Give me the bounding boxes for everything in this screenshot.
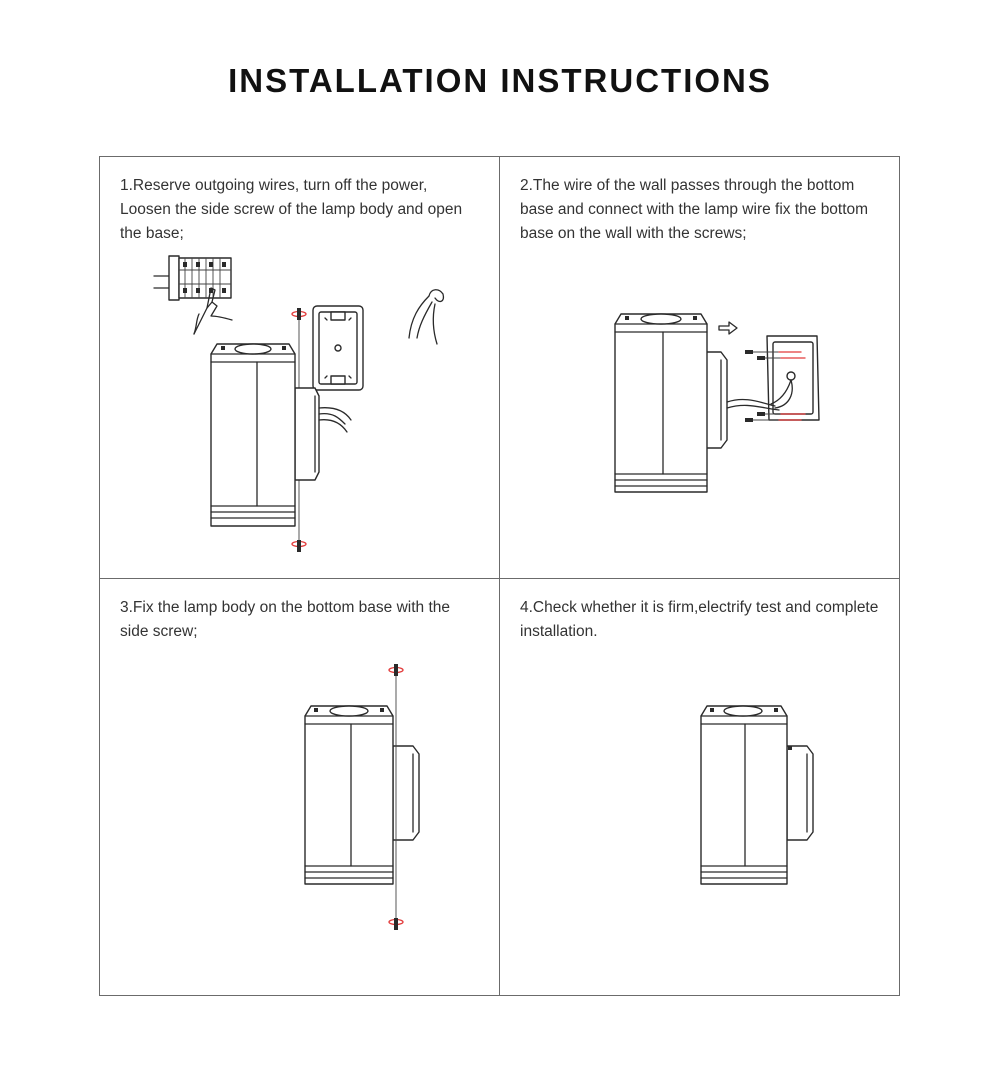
step-3-text: 3.Fix the lamp body on the bottom base with the side screw; (120, 599, 450, 640)
step-3-illustration (99, 578, 499, 998)
arrow-right-icon (719, 322, 737, 334)
step-3-panel (99, 578, 499, 998)
step-4-text: 4.Check whether it is firm,electrify test and complete installation. (520, 599, 879, 640)
wall-lamp-icon (615, 314, 727, 492)
mounting-base-icon (313, 306, 363, 390)
step-2-panel (499, 156, 899, 576)
step-2-illustration (499, 156, 899, 576)
step-1-panel (99, 156, 499, 576)
wall-lamp-icon (701, 706, 813, 884)
terminal-block-icon (154, 256, 231, 300)
step-1-illustration (99, 156, 499, 576)
wall-lamp-icon (305, 706, 419, 884)
mounting-base-icon (767, 336, 819, 420)
step-2-text: 2.The wire of the wall passes through the bottom base and connect with the lamp wire fix the bottom base on the wall with the screws; (520, 177, 869, 242)
step-4-illustration (499, 578, 899, 998)
wall-wires-icon (409, 290, 443, 344)
step-4-panel (499, 578, 899, 998)
page-title: INSTALLATION INSTRUCTIONS (228, 62, 772, 99)
step-1-text: 1.Reserve outgoing wires, turn off the power, Loosen the side screw of the lamp body and open the base; (120, 177, 463, 242)
